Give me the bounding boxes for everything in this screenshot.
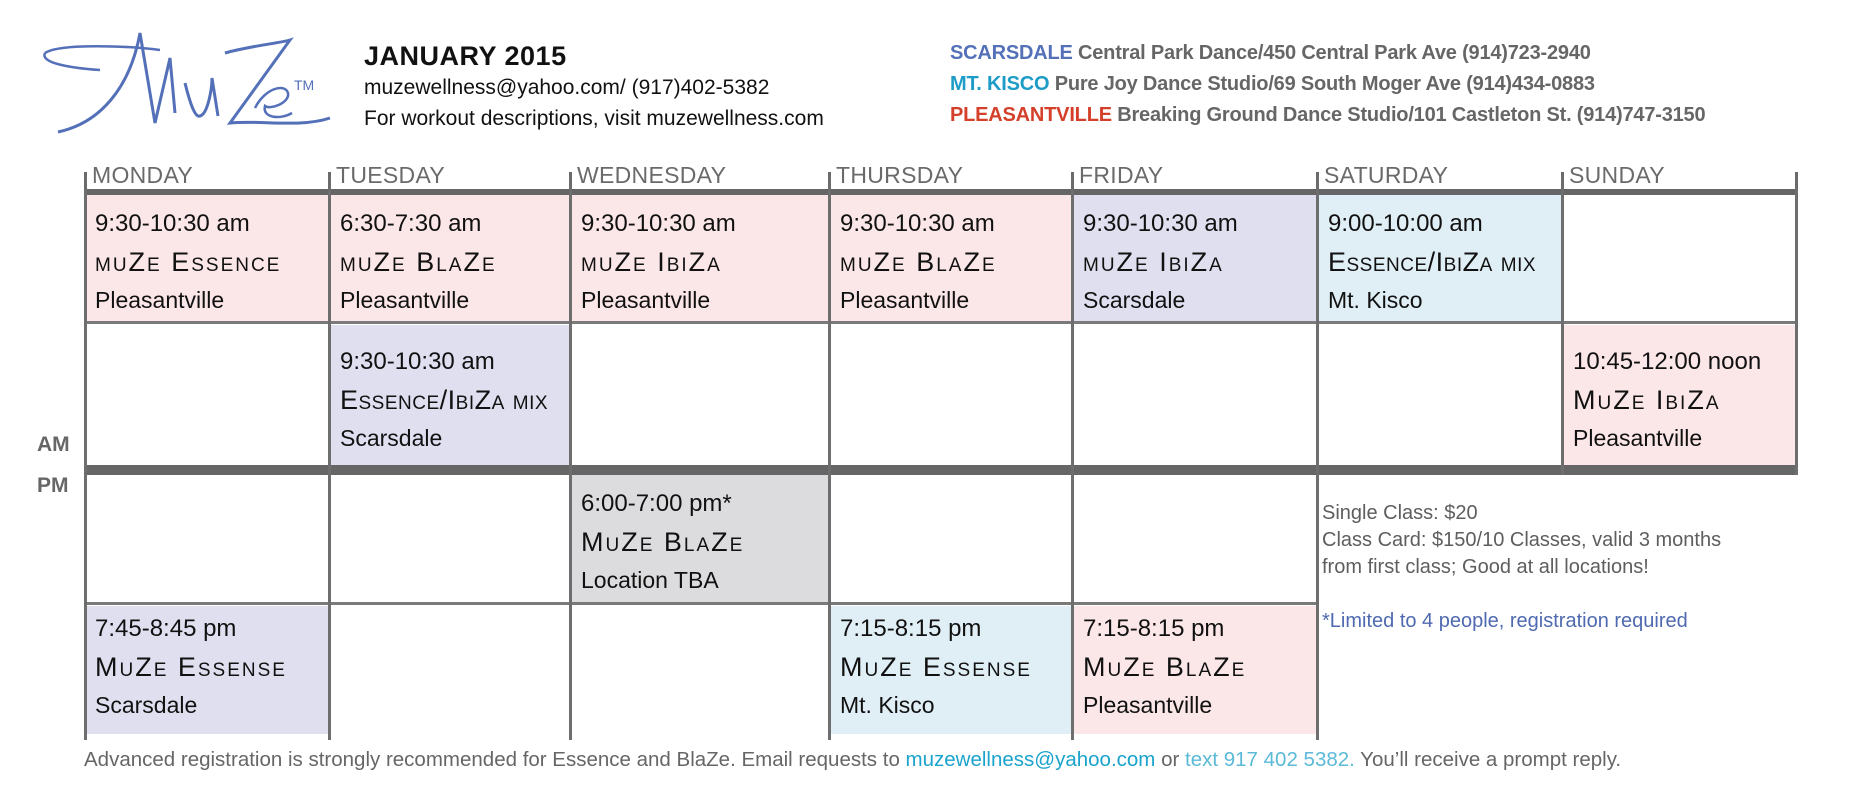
class-cell[interactable] bbox=[831, 195, 1071, 322]
col-divider bbox=[1316, 189, 1319, 740]
class-card-line1: Class Card: $150/10 Classes, valid 3 months bbox=[1322, 529, 1722, 551]
class-location: Scarsdale bbox=[340, 425, 443, 451]
class-name: MuZe IbiZa bbox=[1573, 385, 1721, 415]
class-cell[interactable] bbox=[572, 195, 828, 322]
class-name: Essence/IbiZa mix bbox=[340, 385, 549, 415]
class-cell[interactable] bbox=[331, 195, 569, 322]
class-name: muZe BlaZe bbox=[340, 247, 497, 277]
pm-label: PM bbox=[37, 474, 69, 497]
header-divider bbox=[328, 172, 331, 190]
am-label: AM bbox=[37, 433, 70, 456]
header-block bbox=[364, 40, 824, 134]
day-header-tuesday: TUESDAY bbox=[336, 162, 446, 188]
class-location: Mt. Kisco bbox=[1328, 287, 1423, 313]
class-location: Pleasantville bbox=[581, 287, 711, 313]
class-time: 9:30-10:30 am bbox=[1083, 210, 1238, 237]
col-divider bbox=[828, 189, 831, 740]
class-name: MuZe BlaZe bbox=[1083, 652, 1247, 682]
locations-list bbox=[950, 38, 1705, 131]
class-cell[interactable] bbox=[831, 606, 1071, 734]
class-location: Scarsdale bbox=[1083, 287, 1186, 313]
header-rule bbox=[84, 189, 1798, 195]
day-header-thursday: THURSDAY bbox=[836, 162, 964, 188]
col-divider bbox=[1561, 189, 1564, 475]
muze-logo bbox=[40, 28, 345, 143]
class-name: Essence/IbiZa mix bbox=[1328, 247, 1537, 277]
class-time: 6:00-7:00 pm* bbox=[581, 490, 732, 517]
class-cell[interactable] bbox=[572, 475, 828, 603]
class-name: muZe BlaZe bbox=[840, 247, 997, 277]
descriptions-line: For workout descriptions, visit muzewellness.com bbox=[364, 107, 824, 130]
class-card-line2: from first class; Good at all locations! bbox=[1322, 556, 1649, 578]
footer-text-end: You’ll receive a prompt reply. bbox=[1354, 748, 1622, 771]
header-divider bbox=[1561, 172, 1564, 190]
header-divider bbox=[1316, 172, 1319, 190]
page-title: JANUARY 2015 bbox=[364, 41, 567, 71]
class-time: 9:30-10:30 am bbox=[340, 348, 495, 375]
location-scarsdale bbox=[950, 38, 1705, 69]
class-location: Mt. Kisco bbox=[840, 692, 935, 718]
class-time: 9:30-10:30 am bbox=[840, 210, 995, 237]
contact-line: muzewellness@yahoo.com/ (917)402-5382 bbox=[364, 76, 770, 99]
class-cell[interactable] bbox=[1074, 195, 1316, 322]
single-class-price: Single Class: $20 bbox=[1322, 502, 1478, 524]
class-cell[interactable] bbox=[86, 195, 328, 322]
row-divider bbox=[84, 321, 1798, 324]
class-time: 7:15-8:15 pm bbox=[840, 615, 982, 642]
col-divider bbox=[569, 189, 572, 740]
location-detail: Breaking Ground Dance Studio/101 Castleton St. (914)747-3150 bbox=[1117, 104, 1706, 126]
class-time: 9:30-10:30 am bbox=[581, 210, 736, 237]
col-divider bbox=[84, 189, 87, 740]
location-mt-kisco bbox=[950, 69, 1705, 100]
am-pm-divider bbox=[84, 465, 1798, 475]
footer-email-link[interactable]: muzewellness@yahoo.com bbox=[905, 748, 1156, 771]
class-cell[interactable] bbox=[1319, 195, 1561, 322]
class-location: Location TBA bbox=[581, 567, 719, 593]
class-location: Pleasantville bbox=[1573, 425, 1703, 451]
class-location: Pleasantville bbox=[340, 287, 470, 313]
header-divider bbox=[569, 172, 572, 190]
row-divider bbox=[84, 602, 1316, 605]
day-header-monday: MONDAY bbox=[92, 162, 194, 188]
class-name: MuZe Essense bbox=[95, 652, 287, 682]
limited-note: *Limited to 4 people, registration required bbox=[1322, 610, 1688, 632]
class-cell[interactable] bbox=[1074, 606, 1316, 734]
footer-text: Advanced registration is strongly recommended for Essence and BlaZe. Email requests to bbox=[84, 748, 906, 771]
class-name: MuZe BlaZe bbox=[581, 527, 745, 557]
day-header-sunday: SUNDAY bbox=[1569, 162, 1665, 188]
class-name: muZe IbiZa bbox=[581, 247, 722, 277]
class-location: Pleasantville bbox=[840, 287, 970, 313]
header-divider bbox=[828, 172, 831, 190]
schedule-grid bbox=[84, 160, 1798, 740]
class-location: Scarsdale bbox=[95, 692, 198, 718]
footer-text-phone-link[interactable]: text 917 402 5382. bbox=[1185, 748, 1355, 771]
pricing-info bbox=[1322, 500, 1721, 581]
location-detail: Central Park Dance/450 Central Park Ave (914)723-2940 bbox=[1078, 42, 1591, 64]
footer-or: or bbox=[1155, 748, 1186, 771]
col-divider bbox=[1071, 189, 1074, 740]
col-divider bbox=[328, 189, 331, 740]
location-name: SCARSDALE bbox=[950, 42, 1073, 64]
class-location: Pleasantville bbox=[1083, 692, 1213, 718]
day-header-saturday: SATURDAY bbox=[1324, 162, 1449, 188]
header-divider bbox=[84, 172, 87, 190]
header-divider bbox=[1071, 172, 1074, 190]
location-name: PLEASANTVILLE bbox=[950, 104, 1112, 126]
class-name: muZe Essence bbox=[95, 247, 282, 277]
footer-note bbox=[84, 748, 1621, 772]
day-header-wednesday: WEDNESDAY bbox=[577, 162, 727, 188]
class-time: 9:00-10:00 am bbox=[1328, 210, 1483, 237]
trademark-mark: TM bbox=[294, 77, 315, 93]
class-time: 7:15-8:15 pm bbox=[1083, 615, 1225, 642]
class-cell[interactable] bbox=[1564, 325, 1798, 465]
class-cell[interactable] bbox=[86, 606, 328, 734]
day-header-friday: FRIDAY bbox=[1079, 162, 1164, 188]
location-name: MT. KISCO bbox=[950, 73, 1050, 95]
col-divider bbox=[1795, 189, 1798, 475]
header-divider bbox=[1795, 172, 1798, 190]
class-time: 9:30-10:30 am bbox=[95, 210, 250, 237]
class-time: 10:45-12:00 noon bbox=[1573, 348, 1762, 375]
class-name: muZe IbiZa bbox=[1083, 247, 1224, 277]
class-time: 6:30-7:30 am bbox=[340, 210, 482, 237]
muze-logo-script bbox=[40, 28, 345, 143]
class-cell[interactable] bbox=[331, 325, 569, 465]
class-location: Pleasantville bbox=[95, 287, 225, 313]
location-detail: Pure Joy Dance Studio/69 South Moger Ave (914)434-0883 bbox=[1054, 73, 1595, 95]
class-time: 7:45-8:45 pm bbox=[95, 615, 237, 642]
class-name: MuZe Essense bbox=[840, 652, 1032, 682]
location-pleasantville bbox=[950, 100, 1705, 131]
